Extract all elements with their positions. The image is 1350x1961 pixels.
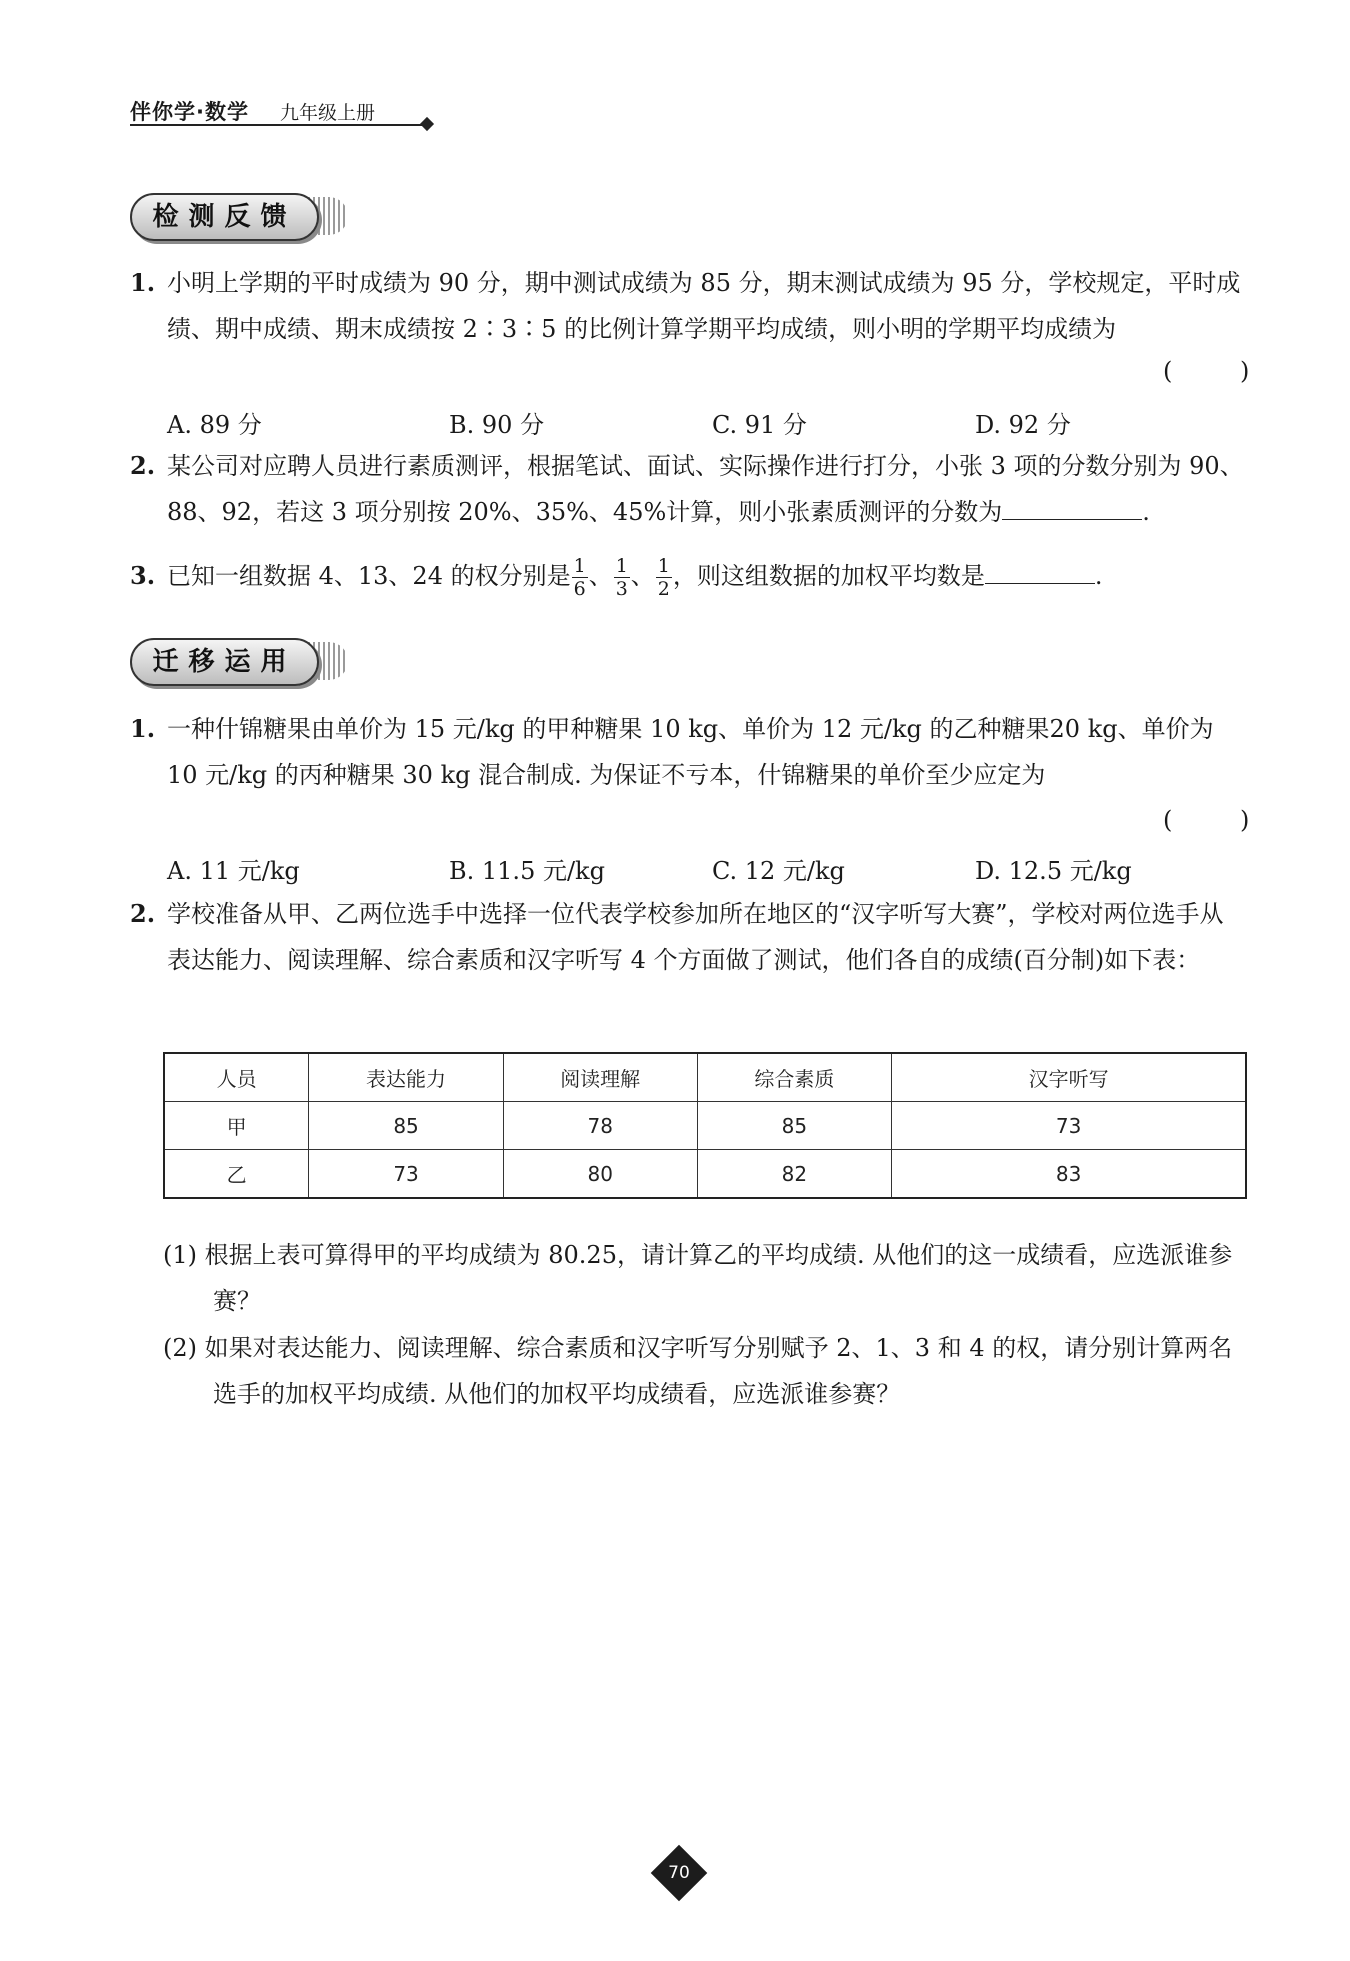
option-b: B. 90 分	[449, 411, 545, 439]
answer-blank[interactable]	[1002, 495, 1142, 520]
answer-parentheses: ( )	[1163, 357, 1280, 385]
option-a: A. 89 分	[167, 411, 262, 439]
question-text: 一种什锦糖果由单价为 15 元/kg 的甲种糖果 10 kg、单价为 12 元/kg 的乙种糖果20 kg、单价为 10 元/kg 的丙种糖果 30 kg 混合制成. 为保证不亏本，什锦糖果的单价至少应定为	[167, 715, 1214, 789]
question-number: 3.	[130, 561, 156, 590]
section-banner-feedback	[130, 193, 345, 243]
table-cell: 83	[892, 1150, 1246, 1199]
table-cell: 78	[503, 1102, 697, 1150]
question-text-body: 某公司对应聘人员进行素质测评，根据笔试、面试、实际操作进行打分，小张 3 项的分数分别为 90、88、92，若这 3 项分别按 20%、35%、45%计算，则小张素质测评的分数为	[167, 452, 1244, 526]
table-header: 综合素质	[697, 1053, 892, 1102]
sub-question-text: (1) 根据上表可算得甲的平均成绩为 80.25，请计算乙的平均成绩. 从他们的这一成绩看，应选派谁参赛？	[163, 1241, 1233, 1315]
question-number: 1.	[130, 714, 156, 743]
option-d: D. 12.5 元/kg	[975, 857, 1132, 885]
table-header: 阅读理解	[503, 1053, 697, 1102]
option-c: C. 91 分	[712, 411, 807, 439]
section-title: 检测反馈	[130, 193, 319, 241]
question-text-a: 已知一组数据 4、13、24 的权分别是	[167, 562, 571, 590]
frac-den: 3	[615, 578, 628, 600]
sub-question-2	[163, 1325, 1253, 1417]
frac-den: 2	[657, 578, 670, 600]
table-cell: 85	[697, 1102, 892, 1150]
sentence-end: .	[1142, 498, 1150, 526]
page-number-badge	[655, 1849, 707, 1901]
table-row	[164, 1150, 1246, 1199]
separator: 、	[630, 562, 655, 590]
table-header: 汉字听写	[892, 1053, 1246, 1102]
frac-num: 1	[573, 555, 586, 577]
table-cell: 80	[503, 1150, 697, 1199]
frac-num: 1	[657, 555, 670, 577]
question-number: 2.	[130, 451, 156, 480]
sub-question-1	[163, 1232, 1253, 1324]
book-grade: 九年级上册	[280, 102, 376, 124]
option-b: B. 11.5 元/kg	[449, 857, 605, 885]
separator: 、	[588, 562, 613, 590]
table-header: 人员	[164, 1053, 309, 1102]
answer-parentheses: ( )	[1163, 806, 1280, 834]
header-rule	[130, 124, 426, 126]
option-c: C. 12 元/kg	[712, 857, 845, 885]
question-number: 2.	[130, 899, 156, 928]
table-cell: 85	[309, 1102, 504, 1150]
question-text	[167, 443, 1247, 535]
table-header: 表达能力	[309, 1053, 504, 1102]
sub-question-text: (2) 如果对表达能力、阅读理解、综合素质和汉字听写分别赋予 2、1、3 和 4 的权，请分别计算两名选手的加权平均成绩. 从他们的加权平均成绩看，应选派谁参赛？	[163, 1334, 1233, 1408]
section-banner-application	[130, 638, 345, 688]
table-cell: 73	[309, 1150, 504, 1199]
question-text-b: ，则这组数据的加权平均数是	[672, 562, 985, 590]
question-text: 小明上学期的平时成绩为 90 分，期中测试成绩为 85 分，期末测试成绩为 95 分，学校规定，平时成绩、期中成绩、期末成绩按 2∶3∶5 的比例计算学期平均成绩，则小明的学期平均成绩为	[167, 269, 1241, 343]
table-cell: 82	[697, 1150, 892, 1199]
option-a: A. 11 元/kg	[167, 857, 300, 885]
fraction-one-sixth	[572, 555, 588, 600]
table-cell: 73	[892, 1102, 1246, 1150]
fraction-one-half	[656, 555, 672, 600]
frac-num: 1	[615, 555, 628, 577]
question-text	[167, 553, 1247, 600]
sentence-end: .	[1094, 562, 1103, 590]
fraction-one-third	[614, 555, 630, 600]
question-text: 学校准备从甲、乙两位选手中选择一位代表学校参加所在地区的“汉字听写大赛”，学校对两位选手从表达能力、阅读理解、综合素质和汉字听写 4 个方面做了测试，他们各自的成绩(百分制)如下表：	[167, 900, 1224, 974]
page-header	[130, 96, 430, 126]
diamond-icon	[420, 117, 434, 131]
book-brand: 伴你学·数学	[130, 100, 249, 124]
question-number: 1.	[130, 268, 156, 297]
answer-blank[interactable]	[985, 559, 1095, 584]
frac-den: 6	[573, 578, 586, 600]
table-cell: 甲	[164, 1102, 309, 1150]
option-d: D. 92 分	[975, 411, 1071, 439]
table-cell: 乙	[164, 1150, 309, 1199]
section-title: 迁移运用	[130, 638, 319, 686]
table-row	[164, 1102, 1246, 1150]
score-table	[163, 1052, 1247, 1199]
table-header-row	[164, 1053, 1246, 1102]
page-number: 70	[668, 1863, 690, 1883]
